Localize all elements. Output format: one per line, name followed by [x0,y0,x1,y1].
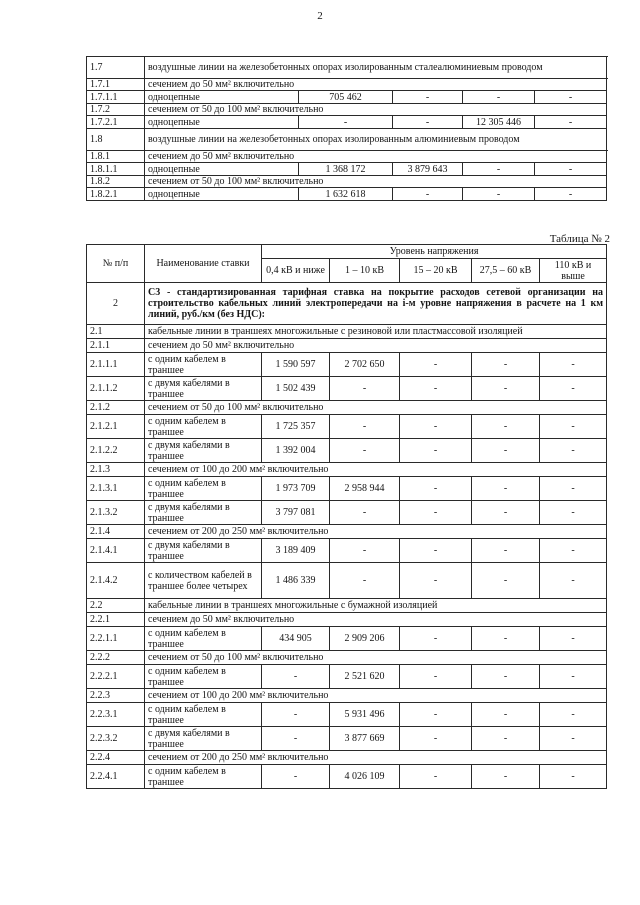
rate-value: - [393,116,463,129]
rate-value: - [472,477,540,501]
rate-value: - [540,703,607,727]
rate-value: 2 909 206 [330,627,400,651]
section-row [87,151,607,163]
rate-value: - [330,377,400,401]
rate-value: - [540,539,607,563]
rate-value: - [540,665,607,689]
row-number: 1.7.1.1 [87,91,145,104]
row-number: 1.7.2.1 [87,116,145,129]
rate-name: с двумя кабелями в траншее [145,539,262,563]
table-row [87,377,607,401]
table-row [87,415,607,439]
header-level: 1 – 10 кВ [330,259,400,283]
row-number: 1.8.2.1 [87,188,145,201]
table-1-body [87,57,607,201]
row-number: 2.1.2.2 [87,439,145,463]
rate-value: 1 368 172 [299,163,393,176]
section-row [87,525,607,539]
rate-value: - [393,188,463,201]
table-row [87,539,607,563]
rate-name: с одним кабелем в траншее [145,627,262,651]
row-number: 1.8 [87,129,145,151]
rate-value: - [472,563,540,599]
rate-value: - [400,501,472,525]
rate-value: - [400,415,472,439]
table-2-body [87,283,607,789]
rate-value: - [400,353,472,377]
table-row [87,188,607,201]
row-number: 2.2.4.1 [87,765,145,789]
rate-value: - [472,539,540,563]
rate-value: 1 973 709 [262,477,330,501]
rate-value: - [472,627,540,651]
rate-value: 5 931 496 [330,703,400,727]
section-text: сечением от 50 до 100 мм² включительно [145,651,607,665]
rate-value: 1 392 004 [262,439,330,463]
rate-name: с двумя кабелями в траншее [145,439,262,463]
section-row [87,104,607,116]
rate-name: с одним кабелем в траншее [145,765,262,789]
rate-value: - [400,703,472,727]
table-row [87,765,607,789]
table-row [87,116,607,129]
section-row [87,599,607,613]
header-voltage-group: Уровень напряжения [262,245,607,259]
rate-value: - [540,563,607,599]
table-row [87,501,607,525]
rate-value: - [472,439,540,463]
rate-value: 12 305 446 [463,116,535,129]
rate-value: - [262,727,330,751]
rate-value: - [330,539,400,563]
header-level: 0,4 кВ и ниже [262,259,330,283]
section-text: сечением от 50 до 100 мм² включительно [145,104,607,116]
header-level: 110 кВ и выше [540,259,607,283]
header-num: № п/п [87,245,145,283]
row-number: 2.2.3 [87,689,145,703]
rate-value: - [400,539,472,563]
section-row [87,751,607,765]
rate-value: - [299,116,393,129]
section-title: С3 - стандартизированная тарифная ставка на покрытие расходов сетевой организации на строительство кабельных линий электропередачи на i-м уровне напряжения в расчете на 1 км линий, руб./км (без НДС): [145,283,607,325]
rate-value: - [535,91,607,104]
table-row [87,91,607,104]
rate-value [535,116,607,129]
rate-value: 2 702 650 [330,353,400,377]
rate-value: - [400,627,472,651]
section-text: сечением от 100 до 200 мм² включительно [145,463,607,477]
rate-name: с двумя кабелями в траншее [145,501,262,525]
rate-name: с одним кабелем в траншее [145,415,262,439]
row-number: 2.1.2 [87,401,145,415]
section-row [87,339,607,353]
rate-value: - [540,477,607,501]
rate-name: с двумя кабелями в траншее [145,377,262,401]
section-text: сечением до 50 мм² включительно [145,613,607,627]
rate-value: - [262,703,330,727]
row-number: 1.7.2 [87,104,145,116]
rate-value: 1 725 357 [262,415,330,439]
section-text: воздушные линии на железобетонных опорах изолированным сталеалюминиевым проводом [145,57,607,79]
row-number: 1.7 [87,57,145,79]
section-row [87,129,607,151]
rate-value: - [472,665,540,689]
rate-value: 3 797 081 [262,501,330,525]
rate-value: 4 026 109 [330,765,400,789]
table-caption: Таблица № 2 [549,233,610,245]
table-row [87,477,607,501]
rate-value: 434 905 [262,627,330,651]
section-text: кабельные линии в траншеях многожильные с бумажной изоляцией [145,599,607,613]
rate-value: - [472,727,540,751]
header-name: Наименование ставки [145,245,262,283]
row-number: 2.2.2 [87,651,145,665]
title-num: 2 [87,283,145,325]
row-number: 2.1.1.1 [87,353,145,377]
rate-value: - [463,163,535,176]
rate-value: - [400,477,472,501]
row-number: 2.1.3.1 [87,477,145,501]
rate-value: - [330,415,400,439]
rate-name: одноцепные [145,163,299,176]
rate-value: - [400,765,472,789]
rate-value: - [400,665,472,689]
rate-value: - [463,188,535,201]
table-row [87,163,607,176]
row-number: 1.8.1 [87,151,145,163]
row-number: 2.2.4 [87,751,145,765]
section-row [87,689,607,703]
rate-value: - [330,563,400,599]
row-number: 2.1.4.1 [87,539,145,563]
section-row [87,57,607,79]
row-number: 2.1.1.2 [87,377,145,401]
rate-value: 705 462 [299,91,393,104]
rate-value: - [472,765,540,789]
rate-value: 3 189 409 [262,539,330,563]
section-text: сечением от 50 до 100 мм² включительно [145,401,607,415]
page-number: 2 [317,10,323,22]
table-1 [86,56,607,201]
rate-name: одноцепные [145,116,299,129]
rate-name: с одним кабелем в траншее [145,703,262,727]
row-number: 2.1.4.2 [87,563,145,599]
header-level: 27,5 – 60 кВ [472,259,540,283]
row-number: 1.8.2 [87,176,145,188]
table-row [87,627,607,651]
section-row [87,79,607,91]
rate-value: - [262,665,330,689]
rate-value: - [472,377,540,401]
rate-value: 1 632 618 [299,188,393,201]
rate-value: - [535,163,607,176]
rate-value: 1 590 597 [262,353,330,377]
section-text: сечением от 200 до 250 мм² включительно [145,751,607,765]
rate-value: 3 879 643 [393,163,463,176]
row-number: 2.1.3.2 [87,501,145,525]
rate-value: 1 502 439 [262,377,330,401]
table-row [87,703,607,727]
table-row [87,439,607,463]
section-text: сечением от 100 до 200 мм² включительно [145,689,607,703]
section-row [87,651,607,665]
row-number: 2.2.1.1 [87,627,145,651]
rate-value: - [330,439,400,463]
rate-value: - [262,765,330,789]
rate-value: - [540,377,607,401]
rate-value: - [472,703,540,727]
rate-value: - [540,353,607,377]
rate-name: с одним кабелем в траншее [145,353,262,377]
rate-value: - [540,765,607,789]
rate-value: 1 486 339 [262,563,330,599]
section-row [87,463,607,477]
section-text: сечением до 50 мм² включительно [145,339,607,353]
table-row [87,353,607,377]
section-row [87,176,607,188]
row-number: 2.2.2.1 [87,665,145,689]
rate-value: - [540,415,607,439]
rate-value: - [393,91,463,104]
rate-value: - [400,563,472,599]
table-2 [86,244,607,789]
header-level: 15 – 20 кВ [400,259,472,283]
section-text: сечением от 200 до 250 мм² включительно [145,525,607,539]
table-row [87,665,607,689]
rate-value: - [540,439,607,463]
rate-name: с количеством кабелей в траншее более четырех [145,563,262,599]
rate-value: - [472,353,540,377]
row-number: 2.1.2.1 [87,415,145,439]
table-row [87,563,607,599]
row-number: 2.1.4 [87,525,145,539]
rate-name: с одним кабелем в траншее [145,477,262,501]
rate-value: - [330,501,400,525]
section-text: воздушные линии на железобетонных опорах изолированным алюминиевым проводом [145,129,607,151]
rate-name: с одним кабелем в траншее [145,665,262,689]
rate-value: - [540,727,607,751]
row-number: 2.2 [87,599,145,613]
rate-value: - [540,627,607,651]
row-number: 1.7.1 [87,79,145,91]
rate-value [535,188,607,201]
table-2-header [87,245,607,283]
section-row [87,401,607,415]
section-text: сечением до 50 мм² включительно [145,151,607,163]
section-row [87,325,607,339]
rate-value: 3 877 669 [330,727,400,751]
row-number: 1.8.1.1 [87,163,145,176]
section-text: кабельные линии в траншеях многожильные с резиновой или пластмассовой изоляцией [145,325,607,339]
rate-value: - [472,415,540,439]
rate-value: - [400,439,472,463]
rate-value: 2 521 620 [330,665,400,689]
rate-value: - [472,501,540,525]
rate-value: - [400,377,472,401]
rate-name: одноцепные [145,91,299,104]
section-text: сечением до 50 мм² включительно [145,79,607,91]
row-number: 2.1.3 [87,463,145,477]
table-row [87,727,607,751]
section-row [87,613,607,627]
rate-value: 2 958 944 [330,477,400,501]
row-number: 2.2.3.1 [87,703,145,727]
row-number: 2.1 [87,325,145,339]
rate-name: с двумя кабелями в траншее [145,727,262,751]
row-number: 2.2.3.2 [87,727,145,751]
rate-name: одноцепные [145,188,299,201]
rate-value: - [400,727,472,751]
row-number: 2.2.1 [87,613,145,627]
section-text: сечением от 50 до 100 мм² включительно [145,176,607,188]
rate-value: - [463,91,535,104]
row-number: 2.1.1 [87,339,145,353]
rate-value: - [540,501,607,525]
